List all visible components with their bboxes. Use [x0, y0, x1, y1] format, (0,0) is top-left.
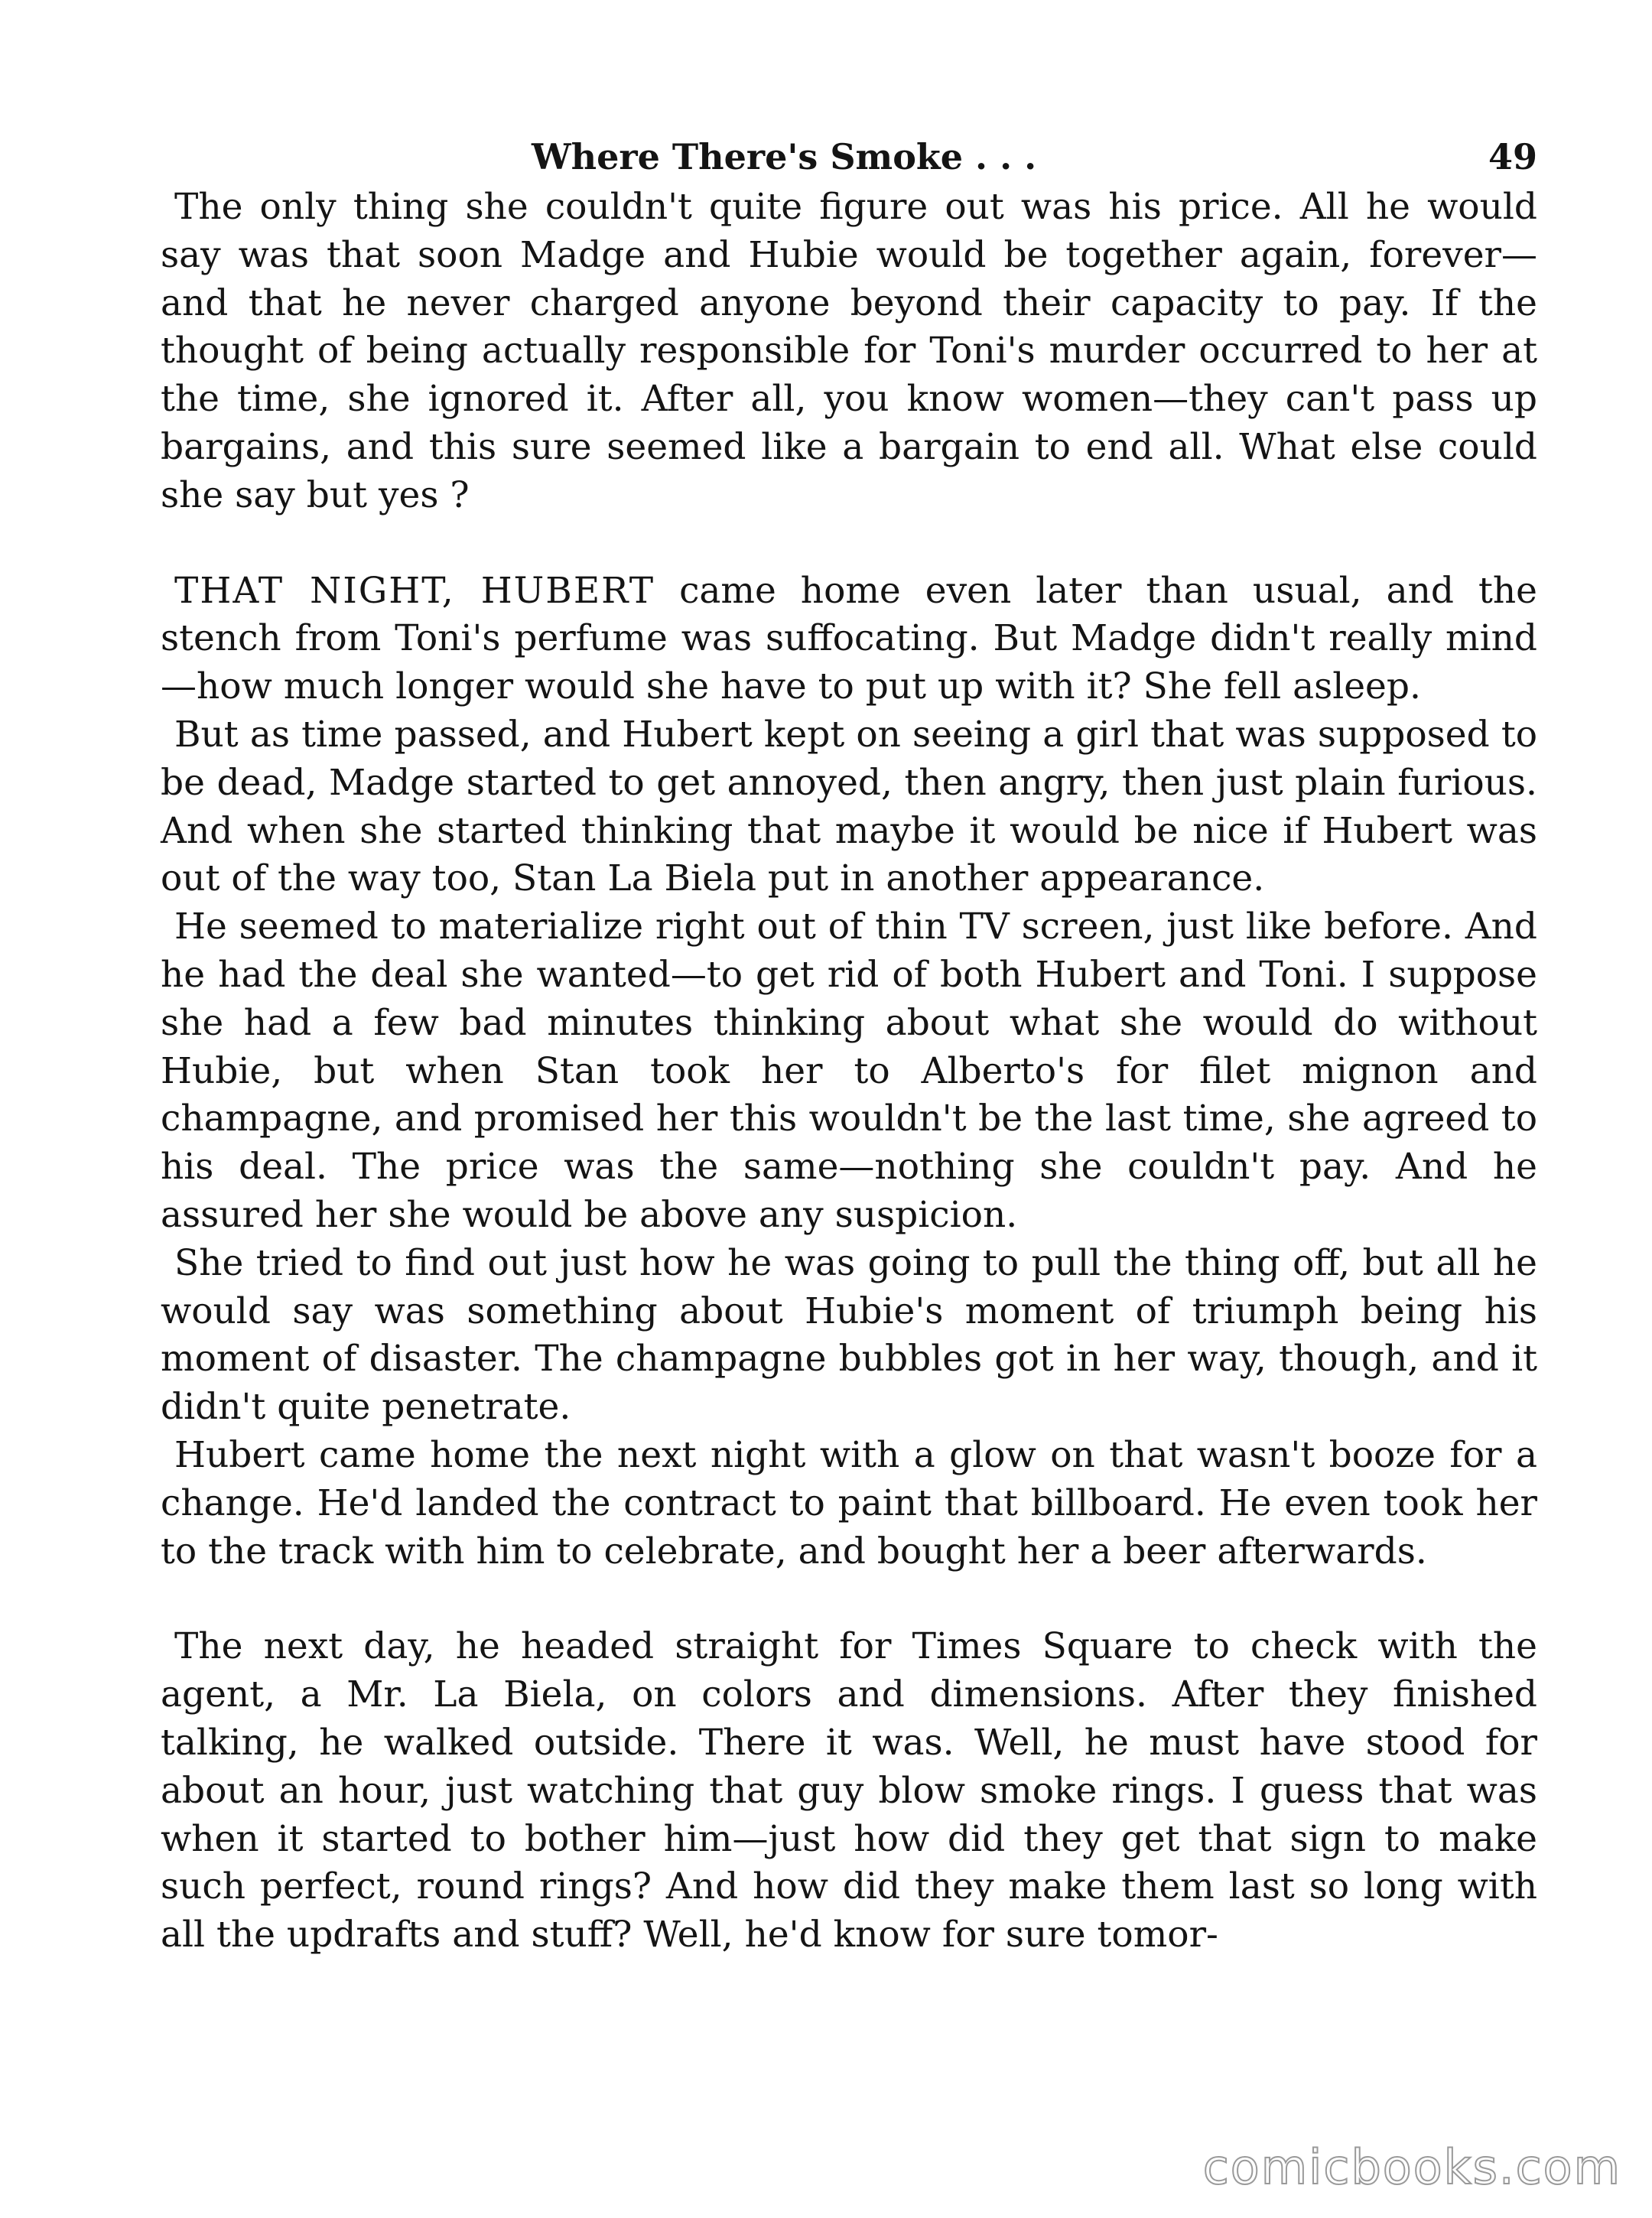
paragraph-3: But as time passed, and Hubert kept on seeing a girl that was supposed to be dead, Madge started to get annoyed, then angry, then just plain furious. And when she started thinking that maybe it would be nice if Hubert was out of the way too, Stan La Biela put in another appearance. — [161, 713, 1537, 900]
running-header — [161, 130, 1537, 184]
paragraph-1: The only thing she couldn't quite figure out was his price. All he would say was that soon Madge and Hubie would be together again, forever— and that he never charged anyone beyond their capacity to pay. If the thought of being actually responsible for Toni's murder occurred to her at the time, she ignored it. After all, you know women—they can't pass up bargains, and this sure seemed like a bargain to end all. What else could she say but yes ? — [161, 186, 1537, 516]
paragraph-7: The next day, he headed straight for Times Square to check with the agent, a Mr. La Biela, on colors and dimensions. After they finished talking, he walked outside. There it was. Well, he must have stood for about an hour, just watching that guy blow smoke rings. I guess that was when it started to bother him—just how did they get that sign to make such perfect, round rings? And how did they make them last so long with all the updrafts and stuff? Well, he'd know for sure tomor- — [161, 1625, 1537, 1956]
paragraph-6: Hubert came home the next night with a glow on that wasn't booze for a change. He'd landed the contract to paint that billboard. He even took her to the track with him to celebrate, and bought her a beer afterwards. — [161, 1433, 1537, 1572]
paragraph-5: She tried to find out just how he was going to pull the thing off, but all he would say was something about Hubie's moment of triumph being his moment of disaster. The champagne bubbles got in her way, though, and it didn't quite penetrate. — [161, 1241, 1537, 1429]
section-lead-text: THAT NIGHT, HUBERT — [174, 569, 655, 612]
chapter-title: Where There's Smoke . . . — [532, 136, 1037, 177]
page-number: 49 — [1488, 136, 1537, 177]
paragraph-2-body: came home even later than usual, and the stench from Toni's perfume was suffocating. But Madge didn't really mind—how much longer would she have to put up with it? She fell asleep. — [161, 569, 1537, 708]
book-page — [161, 130, 1537, 1959]
paragraph-2 — [161, 568, 1537, 711]
paragraph-4: He seemed to materialize right out of thin TV screen, just like before. And he had the deal she wanted—to get rid of both Hubert and Toni. I suppose she had a few bad minutes thinking about what she would do without Hubie, but when Stan took her to Alberto's for filet mignon and champagne, and promised her this wouldn't be the last time, she agreed to his deal. The price was the same—nothing she couldn't pay. And he assured her she would be above any suspicion. — [161, 906, 1537, 1236]
site-watermark: comicbooks.com — [1202, 2139, 1621, 2195]
